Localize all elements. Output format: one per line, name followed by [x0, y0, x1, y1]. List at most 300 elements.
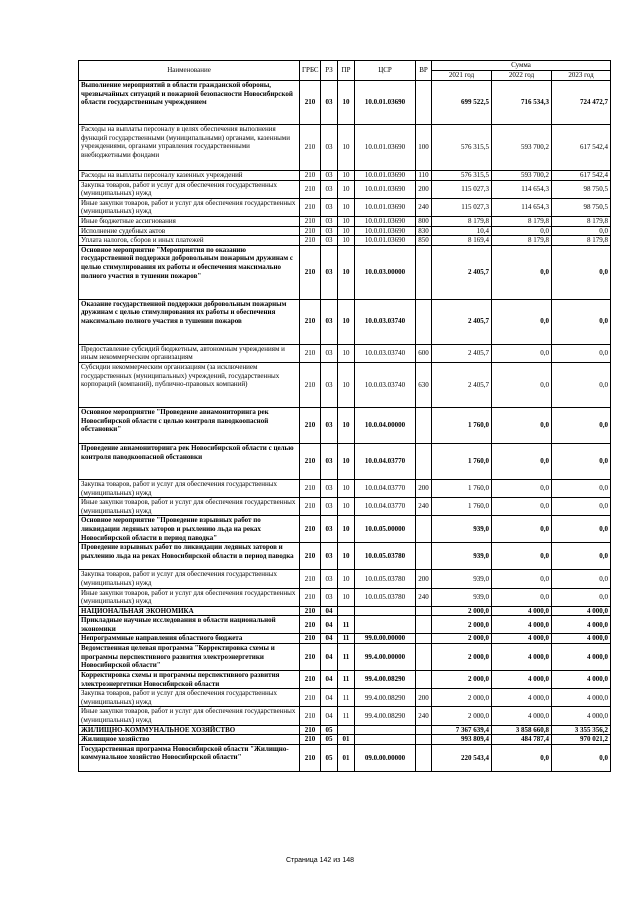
row-sum-2023: 0,0 — [552, 588, 611, 606]
row-sum-2022: 114 654,3 — [492, 198, 552, 216]
row-csr: 10.0.01.03690 — [355, 81, 416, 125]
row-vr — [416, 671, 432, 689]
table-row — [79, 171, 611, 181]
row-name: Основное мероприятие "Проведение взрывных работ по ликвидации ледяных заторов и рыхлению льда на реках Новосибирской области в период паводка" — [79, 516, 300, 543]
row-grbs: 210 — [300, 81, 321, 125]
row-name: Расходы на выплаты персоналу в целях обеспечения выполнения функций государственными (муниципальными) органами, казенными учреждениями, органами управления государственными внебюджетными фондами — [79, 125, 300, 171]
row-rz: 03 — [321, 407, 338, 443]
row-grbs: 210 — [300, 516, 321, 543]
row-csr: 10.0.01.03690 — [355, 216, 416, 226]
table-row — [79, 299, 611, 344]
row-pr: 10 — [338, 125, 355, 171]
row-sum-2023: 0,0 — [552, 498, 611, 516]
row-sum-2023: 98 750,5 — [552, 180, 611, 198]
row-sum-2021: 2 000,0 — [432, 634, 492, 644]
row-sum-2023: 4 000,0 — [552, 671, 611, 689]
table-row — [79, 245, 611, 299]
row-pr: 10 — [338, 216, 355, 226]
row-sum-2023: 4 000,0 — [552, 634, 611, 644]
row-name: Уплата налогов, сборов и иных платежей — [79, 236, 300, 246]
row-sum-2022: 716 534,3 — [492, 81, 552, 125]
row-sum-2022: 593 700,2 — [492, 125, 552, 171]
row-sum-2022: 4 000,0 — [492, 689, 552, 707]
table-row — [79, 634, 611, 644]
row-vr — [416, 744, 432, 771]
row-csr — [355, 735, 416, 745]
row-rz: 03 — [321, 443, 338, 479]
row-name: Исполнение судебных актов — [79, 226, 300, 236]
row-grbs: 210 — [300, 689, 321, 707]
row-sum-2023: 724 472,7 — [552, 81, 611, 125]
row-rz: 03 — [321, 344, 338, 362]
row-vr — [416, 245, 432, 299]
row-sum-2023: 0,0 — [552, 407, 611, 443]
row-grbs: 210 — [300, 299, 321, 344]
row-sum-2021: 10,4 — [432, 226, 492, 236]
row-sum-2023: 617 542,4 — [552, 125, 611, 171]
row-pr: 10 — [338, 498, 355, 516]
row-rz: 03 — [321, 588, 338, 606]
row-name: Жилищное хозяйство — [79, 735, 300, 745]
row-name: ЖИЛИЩНО-КОММУНАЛЬНОЕ ХОЗЯЙСТВО — [79, 725, 300, 735]
row-vr — [416, 606, 432, 616]
header-vr: ВР — [416, 61, 432, 81]
table-row — [79, 616, 611, 634]
row-sum-2023: 0,0 — [552, 443, 611, 479]
row-csr: 10.0.04.03770 — [355, 479, 416, 497]
table-row — [79, 671, 611, 689]
table-row — [79, 479, 611, 497]
row-csr: 10.0.05.03780 — [355, 588, 416, 606]
row-sum-2023: 4 000,0 — [552, 644, 611, 671]
row-sum-2022: 8 179,8 — [492, 236, 552, 246]
row-pr: 01 — [338, 735, 355, 745]
row-vr: 200 — [416, 689, 432, 707]
row-grbs: 210 — [300, 543, 321, 570]
row-sum-2021: 220 543,4 — [432, 744, 492, 771]
row-rz: 04 — [321, 616, 338, 634]
row-sum-2022: 593 700,2 — [492, 171, 552, 181]
row-sum-2021: 2 000,0 — [432, 644, 492, 671]
row-grbs: 210 — [300, 443, 321, 479]
row-vr: 240 — [416, 707, 432, 725]
header-name: Наименование — [79, 61, 300, 81]
row-grbs: 210 — [300, 479, 321, 497]
row-rz: 05 — [321, 735, 338, 745]
row-rz: 03 — [321, 236, 338, 246]
row-sum-2023: 0,0 — [552, 299, 611, 344]
row-name: Закупка товаров, работ и услуг для обеспечения государственных (муниципальных) нужд — [79, 479, 300, 497]
header-rz: РЗ — [321, 61, 338, 81]
row-sum-2023: 0,0 — [552, 516, 611, 543]
row-sum-2022: 4 000,0 — [492, 606, 552, 616]
row-grbs: 210 — [300, 671, 321, 689]
row-rz: 03 — [321, 362, 338, 407]
row-vr: 240 — [416, 588, 432, 606]
row-pr: 10 — [338, 245, 355, 299]
row-csr: 99.0.00.00000 — [355, 634, 416, 644]
table-row — [79, 744, 611, 771]
row-rz: 03 — [321, 226, 338, 236]
row-pr: 10 — [338, 236, 355, 246]
row-sum-2022: 0,0 — [492, 407, 552, 443]
row-grbs: 210 — [300, 125, 321, 171]
row-vr: 240 — [416, 498, 432, 516]
header-pr: ПР — [338, 61, 355, 81]
header-sum: Сумма — [432, 61, 611, 71]
row-vr — [416, 407, 432, 443]
row-rz: 03 — [321, 245, 338, 299]
row-pr: 11 — [338, 707, 355, 725]
header-2022: 2022 год — [492, 71, 552, 81]
row-name: Предоставление субсидий бюджетным, автономным учреждениям и иным некоммерческим организациям — [79, 344, 300, 362]
row-pr: 10 — [338, 81, 355, 125]
row-sum-2021: 2 000,0 — [432, 616, 492, 634]
row-grbs: 210 — [300, 616, 321, 634]
row-pr: 10 — [338, 479, 355, 497]
row-rz: 03 — [321, 299, 338, 344]
row-sum-2021: 576 315,5 — [432, 125, 492, 171]
row-sum-2023: 98 750,5 — [552, 198, 611, 216]
row-csr: 10.0.03.03740 — [355, 344, 416, 362]
table-row — [79, 543, 611, 570]
row-grbs: 210 — [300, 171, 321, 181]
row-sum-2021: 2 405,7 — [432, 344, 492, 362]
row-csr — [355, 616, 416, 634]
row-csr: 10.0.05.00000 — [355, 516, 416, 543]
row-sum-2022: 114 654,3 — [492, 180, 552, 198]
row-grbs: 210 — [300, 216, 321, 226]
row-csr: 99.4.00.00000 — [355, 644, 416, 671]
row-sum-2023: 0,0 — [552, 543, 611, 570]
row-vr: 110 — [416, 171, 432, 181]
page-footer: Страница 142 из 148 — [285, 857, 355, 864]
table-row — [79, 236, 611, 246]
row-csr: 10.0.04.03770 — [355, 498, 416, 516]
row-rz: 04 — [321, 707, 338, 725]
row-pr — [338, 725, 355, 735]
row-rz: 04 — [321, 689, 338, 707]
row-sum-2023: 4 000,0 — [552, 689, 611, 707]
row-sum-2021: 2 000,0 — [432, 671, 492, 689]
row-sum-2022: 4 000,0 — [492, 616, 552, 634]
row-name: Закупка товаров, работ и услуг для обеспечения государственных (муниципальных) нужд — [79, 570, 300, 588]
row-rz: 04 — [321, 606, 338, 616]
row-sum-2023: 617 542,4 — [552, 171, 611, 181]
row-sum-2022: 0,0 — [492, 570, 552, 588]
row-vr — [416, 616, 432, 634]
row-sum-2023: 0,0 — [552, 344, 611, 362]
row-csr: 10.0.01.03690 — [355, 180, 416, 198]
row-sum-2021: 8 169,4 — [432, 236, 492, 246]
row-name: НАЦИОНАЛЬНАЯ ЭКОНОМИКА — [79, 606, 300, 616]
row-vr — [416, 443, 432, 479]
row-sum-2023: 0,0 — [552, 570, 611, 588]
row-csr — [355, 725, 416, 735]
row-grbs: 210 — [300, 707, 321, 725]
row-name: Закупка товаров, работ и услуг для обеспечения государственных (муниципальных) нужд — [79, 180, 300, 198]
row-sum-2022: 4 000,0 — [492, 707, 552, 725]
row-grbs: 210 — [300, 226, 321, 236]
row-grbs: 210 — [300, 236, 321, 246]
row-rz: 03 — [321, 516, 338, 543]
table-row — [79, 81, 611, 125]
table-row — [79, 180, 611, 198]
row-pr: 10 — [338, 570, 355, 588]
row-rz: 03 — [321, 125, 338, 171]
table-row — [79, 644, 611, 671]
row-csr: 99.4.00.08290 — [355, 689, 416, 707]
row-sum-2021: 7 367 639,4 — [432, 725, 492, 735]
row-rz: 03 — [321, 498, 338, 516]
row-sum-2022: 0,0 — [492, 543, 552, 570]
row-name: Корректировка схемы и программы перспективного развития электроэнергетики Новосибирской области — [79, 671, 300, 689]
table-row — [79, 226, 611, 236]
row-sum-2023: 0,0 — [552, 479, 611, 497]
row-sum-2022: 0,0 — [492, 299, 552, 344]
row-grbs: 210 — [300, 606, 321, 616]
row-sum-2023: 3 355 356,2 — [552, 725, 611, 735]
row-rz: 03 — [321, 543, 338, 570]
row-sum-2021: 115 027,3 — [432, 198, 492, 216]
row-sum-2022: 0,0 — [492, 226, 552, 236]
row-name: Расходы на выплаты персоналу казенных учреждений — [79, 171, 300, 181]
row-grbs: 210 — [300, 344, 321, 362]
row-rz: 03 — [321, 180, 338, 198]
table-row — [79, 707, 611, 725]
row-sum-2023: 0,0 — [552, 744, 611, 771]
row-name: Иные бюджетные ассигнования — [79, 216, 300, 226]
row-rz: 04 — [321, 671, 338, 689]
row-sum-2022: 0,0 — [492, 516, 552, 543]
row-vr: 830 — [416, 226, 432, 236]
header-grbs: ГРБС — [300, 61, 321, 81]
row-sum-2021: 939,0 — [432, 570, 492, 588]
row-pr: 11 — [338, 634, 355, 644]
row-name: Непрограммные направления областного бюджета — [79, 634, 300, 644]
row-pr: 10 — [338, 362, 355, 407]
row-sum-2021: 939,0 — [432, 588, 492, 606]
row-sum-2022: 4 000,0 — [492, 634, 552, 644]
table-row — [79, 443, 611, 479]
row-sum-2022: 0,0 — [492, 362, 552, 407]
table-row — [79, 570, 611, 588]
row-csr: 99.4.00.08290 — [355, 707, 416, 725]
row-sum-2021: 939,0 — [432, 516, 492, 543]
row-name: Закупка товаров, работ и услуг для обеспечения государственных (муниципальных) нужд — [79, 689, 300, 707]
row-pr: 10 — [338, 171, 355, 181]
row-vr — [416, 516, 432, 543]
table-row — [79, 198, 611, 216]
row-pr: 10 — [338, 344, 355, 362]
row-csr: 10.0.01.03690 — [355, 236, 416, 246]
table-row — [79, 725, 611, 735]
row-sum-2021: 576 315,5 — [432, 171, 492, 181]
row-grbs: 210 — [300, 362, 321, 407]
row-rz: 05 — [321, 744, 338, 771]
table-row — [79, 362, 611, 407]
header-csr: ЦСР — [355, 61, 416, 81]
row-csr — [355, 606, 416, 616]
row-pr: 10 — [338, 180, 355, 198]
table-row — [79, 588, 611, 606]
row-sum-2022: 3 858 660,8 — [492, 725, 552, 735]
row-sum-2021: 1 760,0 — [432, 443, 492, 479]
row-vr — [416, 725, 432, 735]
table-row — [79, 216, 611, 226]
row-sum-2021: 2 000,0 — [432, 606, 492, 616]
row-vr — [416, 634, 432, 644]
row-name: Иные закупки товаров, работ и услуг для обеспечения государственных (муниципальных) нужд — [79, 588, 300, 606]
row-rz: 03 — [321, 81, 338, 125]
row-sum-2022: 0,0 — [492, 344, 552, 362]
row-sum-2021: 699 522,5 — [432, 81, 492, 125]
row-sum-2022: 8 179,8 — [492, 216, 552, 226]
row-sum-2022: 0,0 — [492, 443, 552, 479]
row-pr: 10 — [338, 588, 355, 606]
row-csr: 10.0.01.03690 — [355, 125, 416, 171]
table-row — [79, 407, 611, 443]
row-sum-2021: 939,0 — [432, 543, 492, 570]
header-2023: 2023 год — [552, 71, 611, 81]
row-grbs: 210 — [300, 744, 321, 771]
row-sum-2023: 4 000,0 — [552, 616, 611, 634]
row-sum-2021: 1 760,0 — [432, 498, 492, 516]
row-vr: 200 — [416, 180, 432, 198]
row-sum-2023: 8 179,8 — [552, 216, 611, 226]
row-name: Основное мероприятие "Мероприятия по оказанию государственной поддержки добровольным пожарным дружинам с целью стимулирования их работы и обеспечения максимально полного участия в тушении пожаров" — [79, 245, 300, 299]
row-csr: 09.0.00.00000 — [355, 744, 416, 771]
row-sum-2023: 4 000,0 — [552, 707, 611, 725]
row-csr: 10.0.01.03690 — [355, 171, 416, 181]
row-pr: 11 — [338, 689, 355, 707]
row-rz: 03 — [321, 479, 338, 497]
row-name: Основное мероприятие "Проведение авиамониторинга рек Новосибирской области с целью контроля паводкоопасной обстановки" — [79, 407, 300, 443]
row-csr: 10.0.03.00000 — [355, 245, 416, 299]
row-sum-2023: 4 000,0 — [552, 606, 611, 616]
row-rz: 04 — [321, 644, 338, 671]
row-name: Выполнение мероприятий в области гражданской обороны, чрезвычайных ситуаций и пожарной безопасности Новосибирской области государственным учреждением — [79, 81, 300, 125]
row-pr: 11 — [338, 671, 355, 689]
row-pr: 10 — [338, 407, 355, 443]
row-sum-2021: 115 027,3 — [432, 180, 492, 198]
row-grbs: 210 — [300, 245, 321, 299]
row-csr: 10.0.01.03690 — [355, 198, 416, 216]
row-rz: 03 — [321, 198, 338, 216]
row-pr: 10 — [338, 516, 355, 543]
budget-table-container — [78, 60, 610, 772]
table-row — [79, 125, 611, 171]
row-pr: 10 — [338, 299, 355, 344]
row-name: Субсидии некоммерческим организациям (за исключением государственных (муниципальных) учреждений, государственных корпораций (компаний), публично-правовых компаний) — [79, 362, 300, 407]
row-sum-2023: 0,0 — [552, 226, 611, 236]
row-grbs: 210 — [300, 570, 321, 588]
row-sum-2021: 2 405,7 — [432, 245, 492, 299]
row-sum-2021: 1 760,0 — [432, 407, 492, 443]
row-sum-2023: 8 179,8 — [552, 236, 611, 246]
row-grbs: 210 — [300, 634, 321, 644]
row-name: Иные закупки товаров, работ и услуг для обеспечения государственных (муниципальных) нужд — [79, 707, 300, 725]
row-csr: 99.4.00.08290 — [355, 671, 416, 689]
row-vr — [416, 81, 432, 125]
row-sum-2021: 2 405,7 — [432, 299, 492, 344]
row-pr: 10 — [338, 543, 355, 570]
row-name: Иные закупки товаров, работ и услуг для обеспечения государственных (муниципальных) нужд — [79, 498, 300, 516]
header-2021: 2021 год — [432, 71, 492, 81]
row-pr — [338, 606, 355, 616]
row-vr — [416, 735, 432, 745]
row-sum-2021: 2 000,0 — [432, 689, 492, 707]
row-rz: 03 — [321, 570, 338, 588]
table-row — [79, 344, 611, 362]
row-sum-2022: 4 000,0 — [492, 644, 552, 671]
row-name: Проведение авиамониторинга рек Новосибирской области с целью контроля паводкоопасной обстановки — [79, 443, 300, 479]
row-sum-2021: 1 760,0 — [432, 479, 492, 497]
row-sum-2021: 8 179,8 — [432, 216, 492, 226]
row-sum-2021: 2 405,7 — [432, 362, 492, 407]
table-row — [79, 498, 611, 516]
row-name: Оказание государственной поддержки добровольным пожарным дружинам с целью стимулирования их работы и обеспечения максимально полного участия в тушении пожаров — [79, 299, 300, 344]
row-grbs: 210 — [300, 407, 321, 443]
row-grbs: 210 — [300, 588, 321, 606]
row-rz: 05 — [321, 725, 338, 735]
row-sum-2021: 993 809,4 — [432, 735, 492, 745]
row-grbs: 210 — [300, 725, 321, 735]
row-pr: 10 — [338, 198, 355, 216]
row-pr: 01 — [338, 744, 355, 771]
row-rz: 03 — [321, 171, 338, 181]
row-csr: 10.0.05.03780 — [355, 543, 416, 570]
row-sum-2022: 0,0 — [492, 498, 552, 516]
row-grbs: 210 — [300, 498, 321, 516]
row-grbs: 210 — [300, 180, 321, 198]
row-name: Проведение взрывных работ по ликвидации ледяных заторов и рыхлению льда на реках Новосибирской области в период паводка — [79, 543, 300, 570]
table-row — [79, 689, 611, 707]
row-sum-2022: 484 787,4 — [492, 735, 552, 745]
row-grbs: 210 — [300, 198, 321, 216]
table-row — [79, 516, 611, 543]
row-csr: 10.0.04.00000 — [355, 407, 416, 443]
row-csr: 10.0.01.03690 — [355, 226, 416, 236]
row-grbs: 210 — [300, 644, 321, 671]
row-pr: 11 — [338, 616, 355, 634]
table-row — [79, 735, 611, 745]
row-vr: 630 — [416, 362, 432, 407]
row-pr: 10 — [338, 443, 355, 479]
row-name: Государственная программа Новосибирской области "Жилищно-коммунальное хозяйство Новосибирской области" — [79, 744, 300, 771]
row-rz: 03 — [321, 216, 338, 226]
row-sum-2022: 0,0 — [492, 245, 552, 299]
row-pr: 11 — [338, 644, 355, 671]
row-vr — [416, 299, 432, 344]
row-vr: 100 — [416, 125, 432, 171]
row-grbs: 210 — [300, 735, 321, 745]
row-sum-2023: 0,0 — [552, 362, 611, 407]
row-sum-2022: 0,0 — [492, 588, 552, 606]
row-csr: 10.0.05.03780 — [355, 570, 416, 588]
row-sum-2023: 0,0 — [552, 245, 611, 299]
row-vr: 850 — [416, 236, 432, 246]
row-csr: 10.0.04.03770 — [355, 443, 416, 479]
row-vr: 800 — [416, 216, 432, 226]
row-vr: 200 — [416, 479, 432, 497]
row-vr: 600 — [416, 344, 432, 362]
row-sum-2022: 0,0 — [492, 744, 552, 771]
budget-table — [78, 60, 611, 772]
table-row — [79, 606, 611, 616]
row-name: Ведомственная целевая программа "Корректировка схемы и программы перспективного развития электроэнергетики Новосибирской области" — [79, 644, 300, 671]
row-csr: 10.0.03.03740 — [355, 362, 416, 407]
